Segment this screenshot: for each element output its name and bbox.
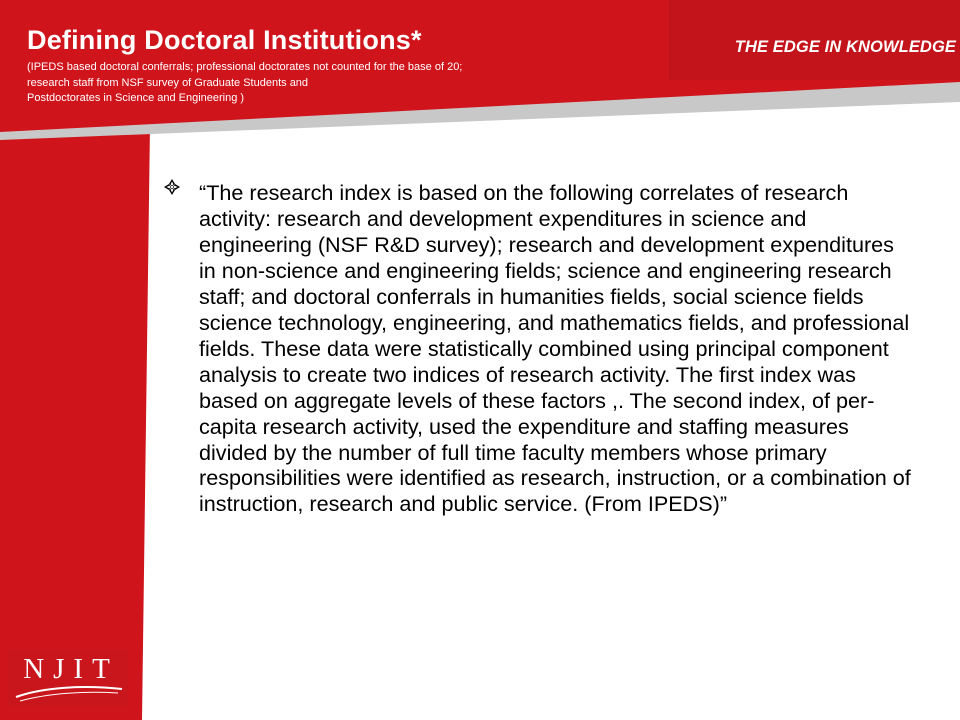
- diamond-bullet-icon: [163, 178, 181, 196]
- subtitle-line: Postdoctorates in Science and Engineering ): [27, 92, 245, 104]
- tagline: THE EDGE IN KNOWLEDGE: [734, 38, 956, 56]
- njit-logo: [8, 650, 128, 706]
- sidebar-curve: [90, 125, 150, 720]
- logo-swoosh-icon: [14, 683, 124, 703]
- body-paragraph: “The research index is based on the following correlates of research activity: research and development expenditures in science and engineering (NSF R&D survey); research and development expenditures in non-science and engineering fields; science and engineering research staff; and doctoral conferrals in humanities fields, social science fields science technology, engineering, and mathematics fields, and professional fields. These data were statistically combined using principal component analysis to create two indices of research activity. The first index was based on aggregate levels of these factors ,. The second index, of per-capita research activity, used the expenditure and staffing measures divided by the number of full time faculty members whose primary responsibilities were identified as research, instruction, or a combination of instruction, research and public service. (From IPEDS)”: [199, 180, 911, 517]
- logo-text: NJIT: [23, 653, 119, 685]
- slide-title: Defining Doctoral Institutions*: [27, 25, 422, 55]
- slide-subtitle: [27, 60, 587, 107]
- subtitle-line: (IPEDS based doctoral conferrals; professional doctorates not counted for the base of 20;: [27, 61, 463, 73]
- subtitle-line: research staff from NSF survey of Graduate Students and: [27, 76, 309, 89]
